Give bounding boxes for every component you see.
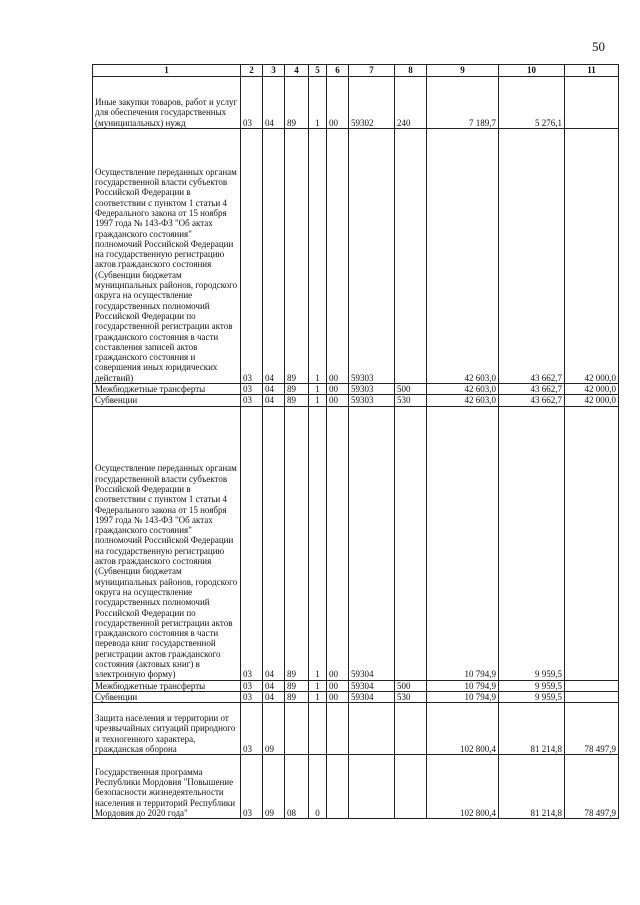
- row-name-cell: Осуществление переданных органам государственной власти субъектов Российской Федерации в соответствии с пунктом 1 статьи 4 Федерального закона от 15 ноября 1997 года № 143-ФЗ "Об актах гражданского состояния" полномочий Российской Федерации на государственную регистрацию актов гражданского состояния (Субвенции бюджетам муниципальных районов, городского округа на осуществление государственных полномочий Российской Федерации по государственной регистрации актов гражданского состояния в части перевода книг государственной регистрации актов гражданского состояния (актовых книг) в электронную форму): [93, 406, 241, 680]
- row-name-cell: Субвенции: [93, 691, 241, 702]
- table-row: [93, 129, 619, 384]
- code-cell-5: 1: [309, 395, 327, 406]
- amount-cell-11: 42 000,0: [565, 129, 619, 384]
- code-cell-5: 1: [309, 691, 327, 702]
- code-cell-3: 09: [263, 755, 285, 819]
- column-header-4: 4: [285, 65, 309, 77]
- code-cell-2: 03: [241, 755, 263, 819]
- table-row: [93, 703, 619, 755]
- amount-cell-11: [565, 691, 619, 702]
- column-header-2: 2: [241, 65, 263, 77]
- amount-cell-10: 43 662,7: [499, 129, 565, 384]
- code-cell-5: 1: [309, 384, 327, 395]
- row-name-cell: Государственная программа Республики Мордовия "Повышение безопасности жизнедеятельности населения и территорий Республики Мордовия до 2020 года": [93, 755, 241, 819]
- code-cell-3: 04: [263, 395, 285, 406]
- code-cell-6: 00: [327, 384, 349, 395]
- table-row: [93, 691, 619, 702]
- row-name-cell: Осуществление переданных органам государственной власти субъектов Российской Федерации в соответствии с пунктом 1 статьи 4 Федерального закона от 15 ноября 1997 года № 143-ФЗ "Об актах гражданского состояния" полномочий Российской Федерации на государственную регистрацию актов гражданского состояния (Субвенции бюджетам муниципальных районов, городского округа на осуществление государственных полномочий Российской Федерации по государственной регистрации актов гражданского состояния в части составления записей актов гражданского состояния и совершения иных юридических действий): [93, 129, 241, 384]
- table-row: [93, 406, 619, 680]
- code-cell-4: 89: [285, 395, 309, 406]
- code-cell-3: 04: [263, 406, 285, 680]
- code-cell-7: [349, 703, 395, 755]
- code-cell-8: [395, 129, 427, 384]
- code-cell-7: 59304: [349, 691, 395, 702]
- amount-cell-9: 10 794,9: [427, 406, 499, 680]
- code-cell-2: 03: [241, 691, 263, 702]
- code-cell-2: 03: [241, 384, 263, 395]
- amount-cell-10: 9 959,5: [499, 406, 565, 680]
- amount-cell-11: 42 000,0: [565, 384, 619, 395]
- row-name-cell: Субвенции: [93, 395, 241, 406]
- column-header-9: 9: [427, 65, 499, 77]
- table-row: [93, 384, 619, 395]
- code-cell-3: 04: [263, 384, 285, 395]
- code-cell-6: 00: [327, 406, 349, 680]
- code-cell-3: 04: [263, 77, 285, 129]
- code-cell-5: 1: [309, 680, 327, 691]
- code-cell-3: 04: [263, 680, 285, 691]
- column-header-6: 6: [327, 65, 349, 77]
- column-header-1: 1: [93, 65, 241, 77]
- amount-cell-9: 10 794,9: [427, 691, 499, 702]
- amount-cell-9: 42 603,0: [427, 395, 499, 406]
- amount-cell-9: 10 794,9: [427, 680, 499, 691]
- code-cell-7: 59304: [349, 406, 395, 680]
- amount-cell-11: 78 497,9: [565, 755, 619, 819]
- code-cell-8: 500: [395, 680, 427, 691]
- code-cell-7: 59304: [349, 680, 395, 691]
- code-cell-8: [395, 703, 427, 755]
- code-cell-8: [395, 406, 427, 680]
- code-cell-4: 89: [285, 406, 309, 680]
- code-cell-6: 00: [327, 77, 349, 129]
- row-name-cell: Межбюджетные трансферты: [93, 680, 241, 691]
- amount-cell-11: 78 497,9: [565, 703, 619, 755]
- row-name-cell: Межбюджетные трансферты: [93, 384, 241, 395]
- column-header-10: 10: [499, 65, 565, 77]
- code-cell-4: [285, 703, 309, 755]
- code-cell-3: 04: [263, 129, 285, 384]
- table-row: [93, 755, 619, 819]
- amount-cell-11: [565, 680, 619, 691]
- amount-cell-9: 7 189,7: [427, 77, 499, 129]
- code-cell-4: 89: [285, 77, 309, 129]
- code-cell-7: 59303: [349, 395, 395, 406]
- code-cell-7: 59302: [349, 77, 395, 129]
- amount-cell-9: 102 800,4: [427, 755, 499, 819]
- table-row: [93, 395, 619, 406]
- column-header-11: 11: [565, 65, 619, 77]
- code-cell-3: 04: [263, 691, 285, 702]
- amount-cell-11: [565, 406, 619, 680]
- code-cell-8: 530: [395, 691, 427, 702]
- code-cell-5: 0: [309, 755, 327, 819]
- code-cell-7: [349, 755, 395, 819]
- amount-cell-9: 102 800,4: [427, 703, 499, 755]
- code-cell-6: 00: [327, 395, 349, 406]
- column-header-7: 7: [349, 65, 395, 77]
- code-cell-3: 09: [263, 703, 285, 755]
- table-row: [93, 77, 619, 129]
- code-cell-8: 240: [395, 77, 427, 129]
- amount-cell-9: 42 603,0: [427, 129, 499, 384]
- code-cell-5: 1: [309, 77, 327, 129]
- code-cell-6: 00: [327, 129, 349, 384]
- code-cell-5: 1: [309, 129, 327, 384]
- budget-table: [92, 64, 619, 819]
- code-cell-4: 89: [285, 691, 309, 702]
- code-cell-8: 500: [395, 384, 427, 395]
- row-name-cell: Иные закупки товаров, работ и услуг для обеспечения государственных (муниципальных) нужд: [93, 77, 241, 129]
- amount-cell-9: 42 603,0: [427, 384, 499, 395]
- code-cell-6: [327, 703, 349, 755]
- amount-cell-11: [565, 77, 619, 129]
- code-cell-2: 03: [241, 406, 263, 680]
- amount-cell-10: 43 662,7: [499, 395, 565, 406]
- code-cell-7: 59303: [349, 384, 395, 395]
- column-header-5: 5: [309, 65, 327, 77]
- code-cell-5: 1: [309, 406, 327, 680]
- amount-cell-10: 9 959,5: [499, 691, 565, 702]
- code-cell-4: 89: [285, 680, 309, 691]
- code-cell-4: 08: [285, 755, 309, 819]
- code-cell-6: 00: [327, 680, 349, 691]
- column-header-8: 8: [395, 65, 427, 77]
- amount-cell-10: 5 276,1: [499, 77, 565, 129]
- code-cell-5: [309, 703, 327, 755]
- code-cell-8: [395, 755, 427, 819]
- amount-cell-10: 81 214,8: [499, 755, 565, 819]
- code-cell-2: 03: [241, 395, 263, 406]
- amount-cell-11: 42 000,0: [565, 395, 619, 406]
- table-row: [93, 680, 619, 691]
- row-name-cell: Защита населения и территории от чрезвычайных ситуаций природного и техногенного характера, гражданская оборона: [93, 703, 241, 755]
- column-header-3: 3: [263, 65, 285, 77]
- amount-cell-10: 81 214,8: [499, 703, 565, 755]
- code-cell-7: 59303: [349, 129, 395, 384]
- page-number: 50: [592, 39, 605, 54]
- code-cell-6: 00: [327, 691, 349, 702]
- code-cell-2: 03: [241, 680, 263, 691]
- code-cell-2: 03: [241, 703, 263, 755]
- amount-cell-10: 43 662,7: [499, 384, 565, 395]
- code-cell-4: 89: [285, 129, 309, 384]
- code-cell-2: 03: [241, 129, 263, 384]
- code-cell-2: 03: [241, 77, 263, 129]
- code-cell-6: [327, 755, 349, 819]
- code-cell-8: 530: [395, 395, 427, 406]
- amount-cell-10: 9 959,5: [499, 680, 565, 691]
- table-body: [93, 77, 619, 819]
- header-row: [93, 65, 619, 77]
- code-cell-4: 89: [285, 384, 309, 395]
